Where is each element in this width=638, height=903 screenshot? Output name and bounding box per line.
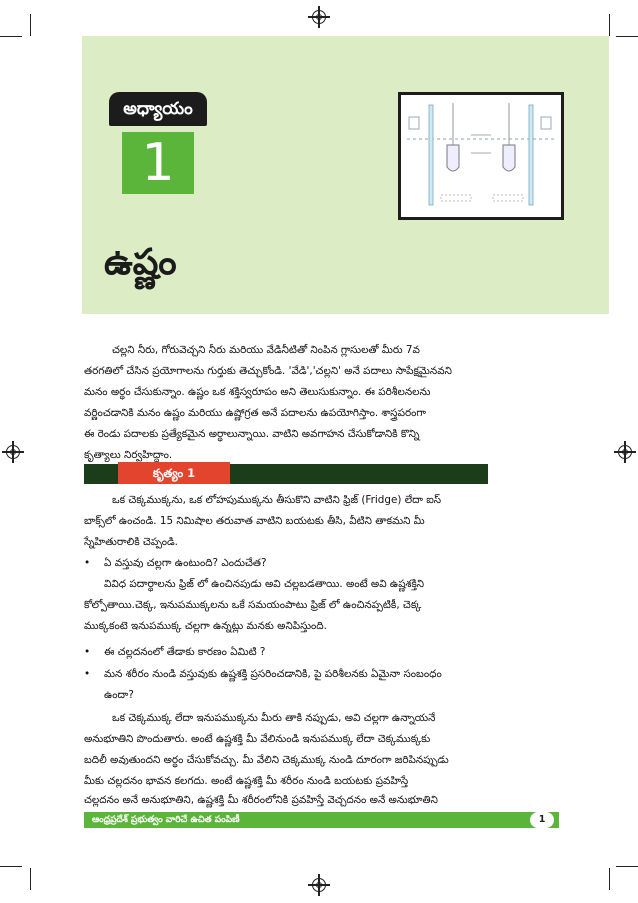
answer-line: ఒక చెక్కముక్క లేదా ఇనుపముక్కను మీరు తాకి నప్పుడు, అవి చల్లగా ఉన్నాయనే	[112, 712, 436, 724]
crop-mark	[0, 36, 22, 37]
bullet-icon: •	[84, 668, 91, 680]
crop-mark	[609, 14, 610, 36]
registration-mark-right	[618, 445, 632, 459]
question-item	[84, 642, 488, 662]
intro-line: తరగతిలో చేసిన ప్రయోగాలను గుర్తుకు తెచ్చుకోండి. 'వేడి','చల్లని' అనే పదాలు సాపేక్షమైనవని	[84, 365, 452, 377]
crop-mark	[609, 868, 610, 890]
intro-line: కృత్యాలు నిర్వహిద్దాం.	[84, 449, 173, 461]
apparatus-illustration	[401, 95, 561, 217]
intro-line: ఈ రెండు పదాలకు ప్రత్యేకమైన అర్థాలున్నాయి. వాటిని అవగాహన చేసుకోడానికి కొన్ని	[84, 428, 420, 440]
answer-line: కోల్పోతాయి.చెక్క, ఇనుపముక్కలను ఒకే సమయంపాటు ఫ్రిజ్ లో ఉంచినప్పటికీ, చెక్క	[84, 599, 422, 611]
experiment-figure	[398, 92, 564, 220]
activity-label: కృత్యం 1	[118, 462, 230, 484]
registration-mark-top	[312, 10, 326, 24]
question-text: ఏ వస్తువు చల్లగా ఉంటుంది? ఎందుచేత?	[104, 557, 267, 569]
registration-mark-left	[6, 445, 20, 459]
crop-mark	[616, 36, 638, 37]
answer-line: బదిలీ అవుతుందని అర్థం చేసుకోవచ్చు. మీ వేలిని చెక్కముక్క నుండి దూరంగా జరిపినప్పుడు	[84, 754, 449, 766]
answer-line: చల్లదనం అనే అనుభూతిని, ఉష్ణశక్తి మీ శరీరంలోనికి ప్రవహిస్తే వెచ్చదనం అనే అనుభూతిని	[84, 794, 438, 806]
page-number: 1	[530, 812, 554, 828]
intro-line: మనం అర్థం చేసుకున్నాం. ఉష్ణం ఒక శక్తిస్వరూపం అని తెలుసుకున్నాం. ఈ పరిశీలనలను	[84, 386, 431, 398]
registration-mark-bottom	[312, 878, 326, 892]
answer-line: అనుభూతిని పొందుతారు. అంటే ఉష్ణశక్తి మీ వేలినుండి ఇనుపముక్క లేదా చెక్కముక్కకు	[84, 733, 431, 745]
chapter-title: ఉష్ణం	[104, 242, 177, 283]
bullet-icon: •	[84, 646, 91, 658]
chapter-number: 1	[122, 132, 194, 194]
question-text-continued: ఉందా?	[104, 689, 134, 701]
bullet-icon: •	[84, 557, 91, 569]
chapter-label: అధ్యాయం	[109, 92, 207, 126]
question-text: ఈ చల్లదనంలో తేడాకు కారణం ఏమిటి ?	[104, 646, 266, 658]
footer-text: ఆంధ్రప్రదేశ్ ప్రభుత్వం వారిచే ఉచిత పంపిణీ	[92, 815, 240, 825]
question-item	[84, 553, 488, 573]
crop-mark	[0, 866, 22, 867]
answer-line: వివిధ పదార్థాలను ఫ్రిజ్ లో ఉంచినపుడు అవి చల్లబడతాయి. అంటే అవి ఉష్ణశక్తిని	[104, 578, 425, 590]
activity-line: స్నేహితురాలికి చెప్పండి.	[84, 536, 178, 548]
question-text: మన శరీరం నుండి వస్తువుకు ఉష్ణశక్తి ప్రసరించడానికి, పై పరిశీలనకు ఏమైనా సంబంధం	[104, 668, 442, 680]
crop-mark	[30, 14, 31, 36]
intro-line: చల్లని నీరు, గోరువెచ్చని నీరు మరియు వేడినీటితో నింపిన గ్లాసులతో మీరు 7వ	[112, 344, 420, 356]
activity-line: బాక్స్‌లో ఉంచండి. 15 నిమిషాల తరువాత వాటిని బయటకు తీసి, వీటిని తాకమని మీ	[84, 515, 425, 527]
intro-line: వర్ణించడానికి మనం ఉష్ణం మరియు ఉష్ణోగ్రత అనే పదాలను ఉపయోగిస్తాం. శాస్త్రపరంగా	[84, 407, 426, 419]
answer-line: మీకు చల్లదనం భావన కలగదు. అంటే ఉష్ణశక్తి మీ శరీరం నుండి బయటకు ప్రవహిస్తే	[84, 775, 409, 787]
crop-mark	[30, 868, 31, 890]
answer-line: ముక్కకంటె ఇనుపముక్క చల్లగా ఉన్నట్లు మనకు అనిపిస్తుంది.	[84, 620, 327, 632]
activity-line: ఒక చెక్కముక్కను, ఒక లోహపుముక్కను తీసుకొని వాటిని ఫ్రిజ్ (Fridge) లేదా ఐస్	[112, 494, 442, 506]
crop-mark	[616, 866, 638, 867]
